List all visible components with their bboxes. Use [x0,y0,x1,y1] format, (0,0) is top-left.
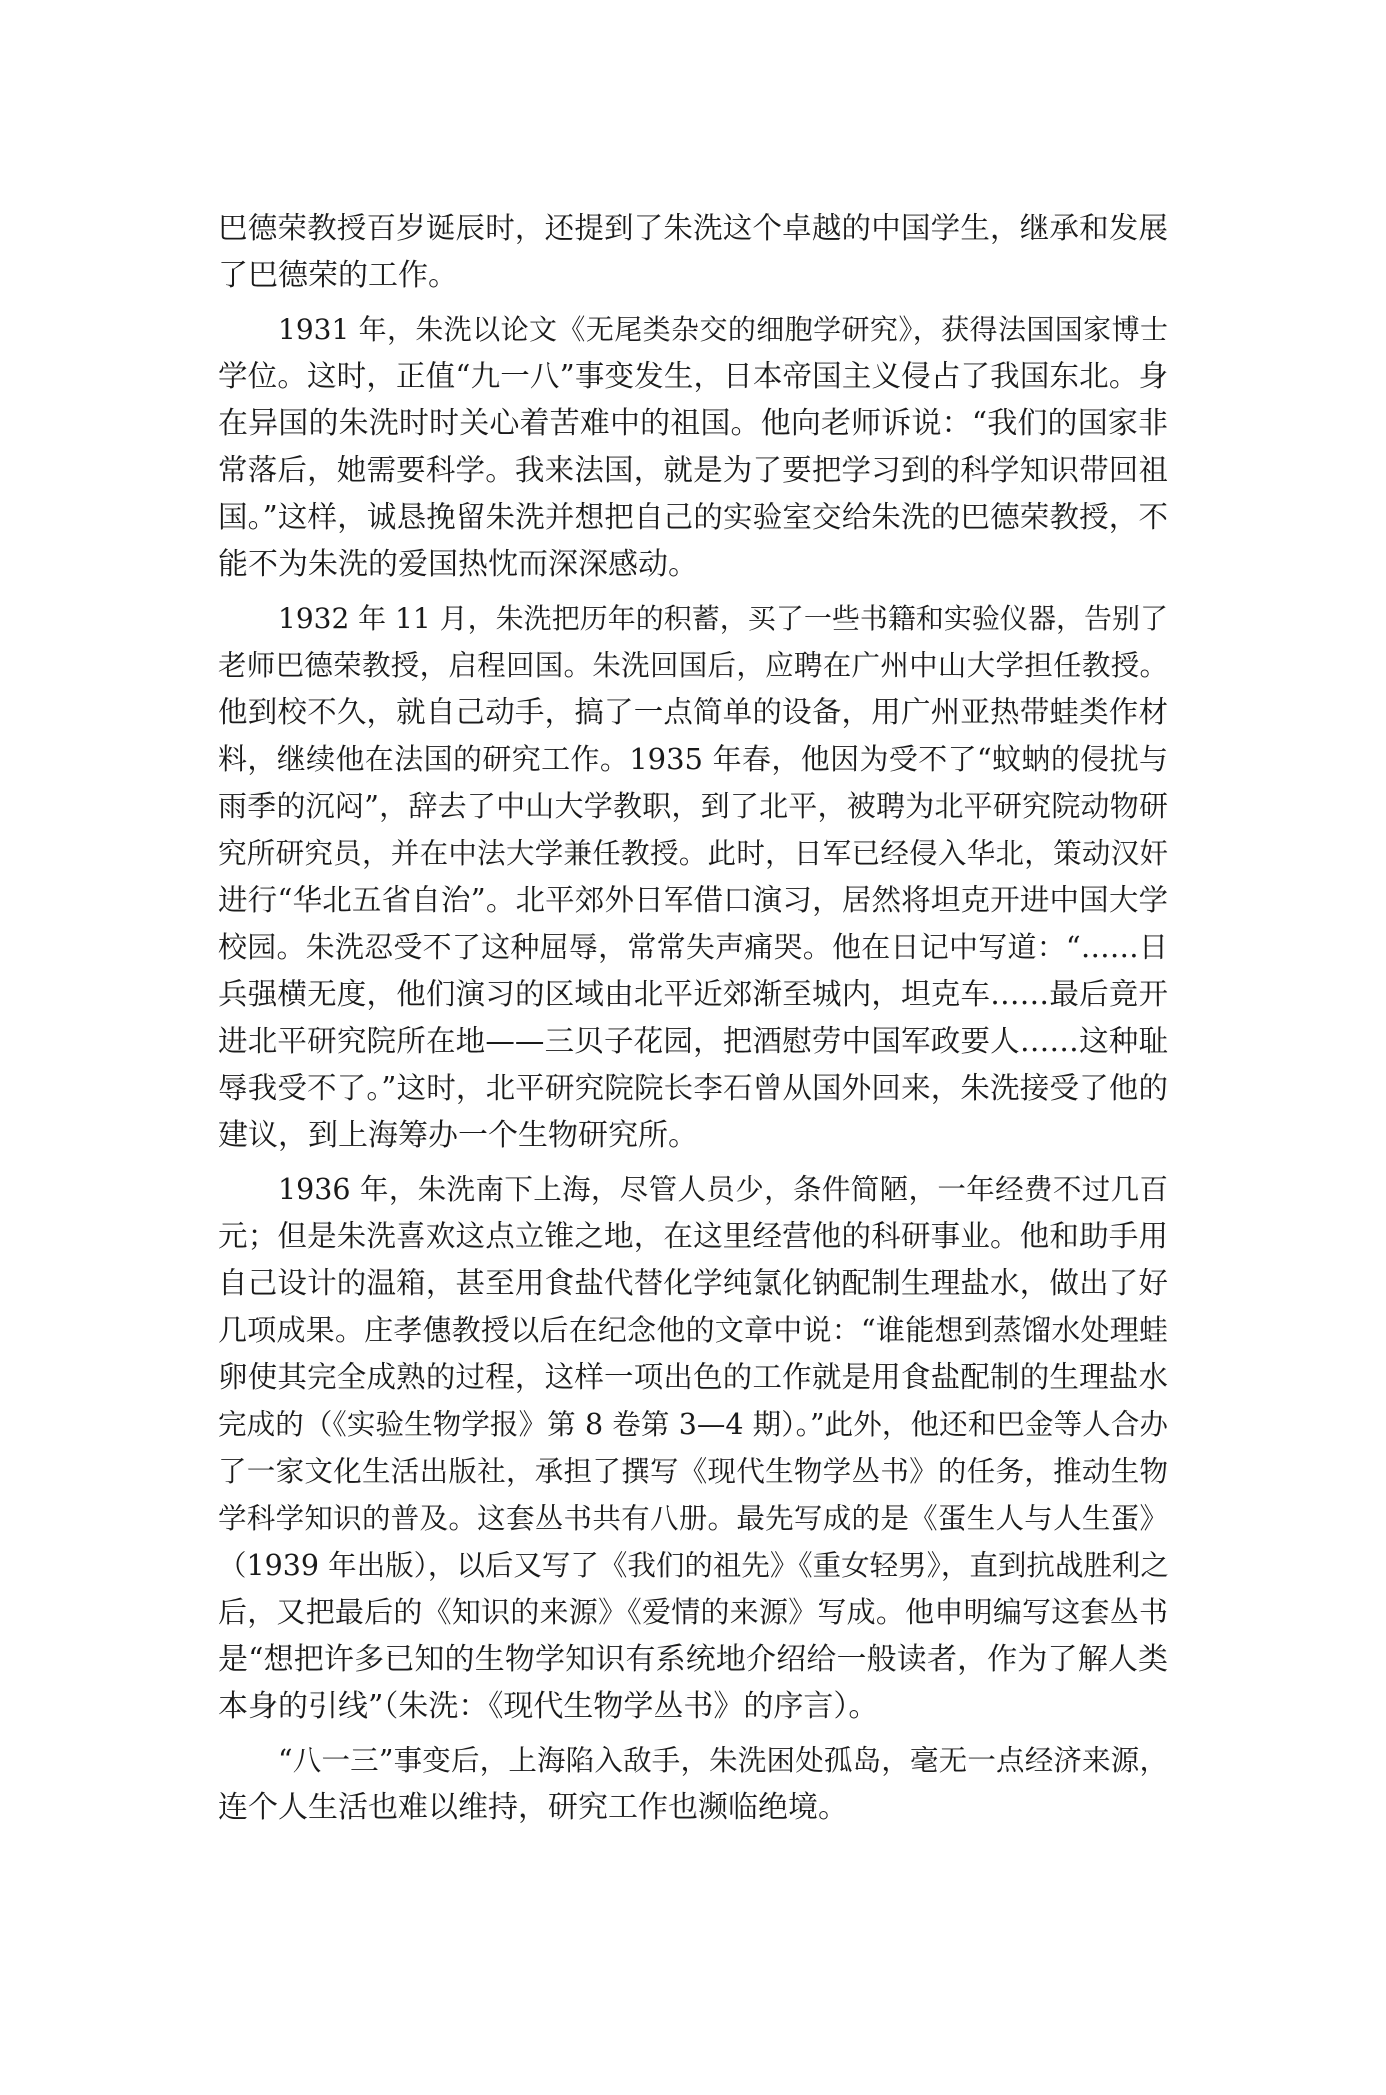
text-line: 几项成果。庄孝僡教授以后在纪念他的文章中说：“谁能想到蒸馏水处理蛙 [218,1313,1168,1347]
text-line: “八一三”事变后，上海陷入敌手，朱洗困处孤岛，毫无一点经济来源， [278,1744,1168,1777]
text-line: 他到校不久，就自己动手，搞了一点简单的设备，用广州亚热带蛙类作材 [218,695,1168,729]
text-line: 1932 年 11 月，朱洗把历年的积蓄，买了一些书籍和实验仪器，告别了 [278,602,1168,635]
text-line: 学位。这时，正值“九一八”事变发生，日本帝国主义侵占了我国东北。身 [218,359,1168,393]
text-line: 1931 年，朱洗以论文《无尾类杂交的细胞学研究》，获得法国国家博士 [278,313,1168,346]
text-line: （1939 年出版），以后又写了《我们的祖先》《重女轻男》，直到抗战胜利之 [218,1549,1169,1582]
text-line: 元；但是朱洗喜欢这点立锥之地，在这里经营他的科研事业。他和助手用 [218,1219,1168,1253]
text-line: 雨季的沉闷”，辞去了中山大学教职，到了北平，被聘为北平研究院动物研 [218,789,1168,823]
text-line: 了巴德荣的工作。 [218,258,458,293]
paragraph-5 [218,1737,1168,1831]
text-line: 连个人生活也难以维持，研究工作也濒临绝境。 [218,1790,848,1825]
text-line: 常落后，她需要科学。我来法国，就是为了要把学习到的科学知识带回祖 [218,453,1168,487]
text-line: 能不为朱洗的爱国热忱而深深感动。 [218,547,698,582]
text-line: 辱我受不了。”这时，北平研究院院长李石曾从国外回来，朱洗接受了他的 [218,1071,1168,1105]
text-line: 进北平研究院所在地——三贝子花园，把酒慰劳中国军政要人……这种耻 [218,1024,1168,1058]
text-line: 后，又把最后的《知识的来源》《爱情的来源》写成。他申明编写这套丛书 [218,1595,1168,1629]
text-line: 建议，到上海筹办一个生物研究所。 [218,1118,698,1153]
text-line: 本身的引线”（朱洗：《现代生物学丛书》的序言）。 [218,1689,879,1724]
text-line: 究所研究员，并在中法大学兼任教授。此时，日军已经侵入华北，策动汉奸 [218,837,1168,870]
text-line: 是“想把许多已知的生物学知识有系统地介绍给一般读者，作为了解人类 [218,1642,1168,1677]
text-line: 进行“华北五省自治”。北平郊外日军借口演习，居然将坦克开进中国大学 [218,883,1168,917]
text-line: 校园。朱洗忍受不了这种屈辱，常常失声痛哭。他在日记中写道：“……日 [218,930,1168,964]
text-line: 料，继续他在法国的研究工作。1935 年春，他因为受不了“蚊蚋的侵扰与 [218,742,1168,776]
text-line: 卵使其完全成熟的过程，这样一项出色的工作就是用食盐配制的生理盐水 [218,1360,1168,1394]
text-line: 1936 年，朱洗南下上海，尽管人员少，条件简陋，一年经费不过几百 [278,1173,1168,1206]
paragraph-4 [218,1166,1168,1730]
text-line: 完成的（《实验生物学报》第 8 卷第 3—4 期）。”此外，他还和巴金等人合办 [218,1408,1168,1441]
text-line: 兵强横无度，他们演习的区域由北平近郊渐至城内，坦克车……最后竟开 [218,977,1168,1011]
text-line: 国。”这样，诚恳挽留朱洗并想把自己的实验室交给朱洗的巴德荣教授，不 [218,500,1168,534]
text-line: 巴德荣教授百岁诞辰时，还提到了朱洗这个卓越的中国学生，继承和发展 [218,211,1168,245]
body-text [218,205,1168,1831]
paragraph-3 [218,595,1168,1159]
text-line: 学科学知识的普及。这套丛书共有八册。最先写成的是《蛋生人与人生蛋》 [218,1502,1168,1535]
paragraph-1 [218,205,1168,299]
text-line: 老师巴德荣教授，启程回国。朱洗回国后，应聘在广州中山大学担任教授。 [218,649,1168,682]
text-line: 自己设计的温箱，甚至用食盐代替化学纯氯化钠配制生理盐水，做出了好 [218,1266,1168,1300]
text-line: 了一家文化生活出版社，承担了撰写《现代生物学丛书》的任务，推动生物 [218,1455,1168,1488]
text-line: 在异国的朱洗时时关心着苦难中的祖国。他向老师诉说：“我们的国家非 [218,406,1168,441]
paragraph-2 [218,306,1168,588]
